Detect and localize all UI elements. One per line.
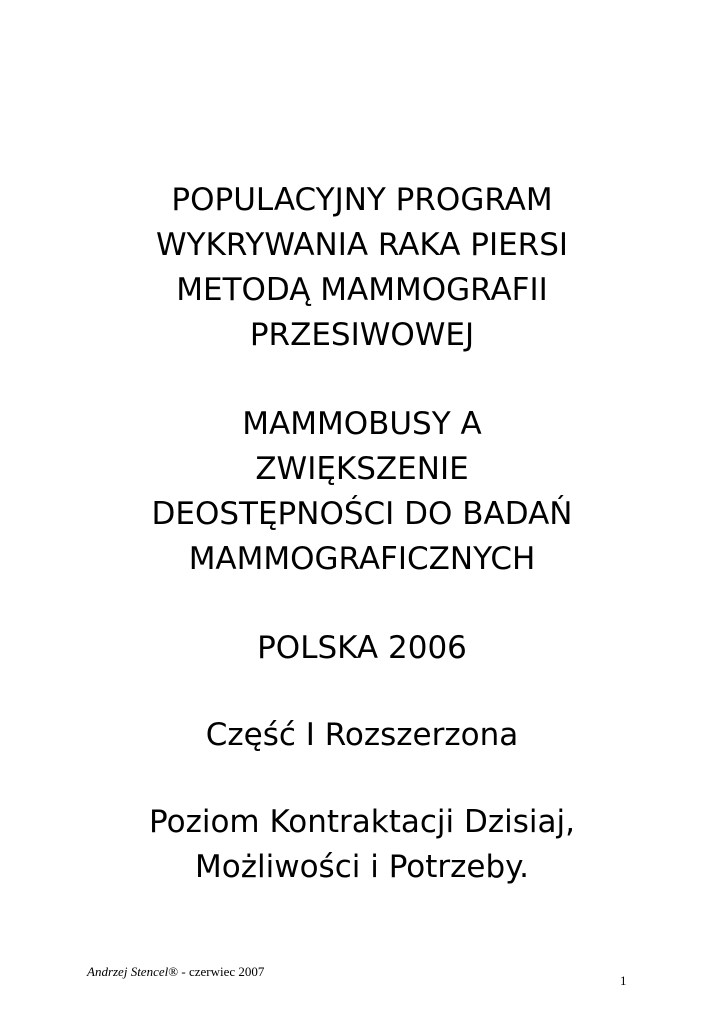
country-year-text: POLSKA 2006 (257, 630, 467, 666)
topic-line: Możliwości i Potrzeby. (195, 849, 529, 885)
title-line: WYKRYWANIA RAKA PIERSI (155, 227, 569, 263)
country-year (0, 626, 724, 671)
page-number: 1 (620, 973, 627, 988)
subtitle-line: ZWIĘKSZENIE (255, 451, 469, 487)
part-text: Część I Rozszerzona (205, 717, 519, 753)
document-subtitle (0, 402, 724, 582)
footer-author: Andrzej Stencel (87, 964, 169, 979)
title-line: PRZESIWOWEJ (249, 317, 475, 353)
subtitle-line: MAMMOGRAFICZNYCH (188, 541, 536, 577)
subtitle-line: DEOSTĘPNOŚCI DO BADAŃ (151, 496, 573, 532)
part-label (0, 713, 724, 758)
title-line: POPULACYJNY PROGRAM (171, 182, 553, 218)
subtitle-line: MAMMOBUSY A (242, 406, 482, 442)
title-line: METODĄ MAMMOGRAFII (176, 272, 548, 308)
topic-heading (0, 800, 724, 890)
topic-line: Poziom Kontraktacji Dzisiaj, (149, 804, 575, 840)
footer-credit (87, 964, 264, 980)
footer-trademark: ® (168, 964, 179, 979)
footer-date: - czerwiec 2007 (178, 964, 265, 979)
document-title (0, 178, 724, 358)
